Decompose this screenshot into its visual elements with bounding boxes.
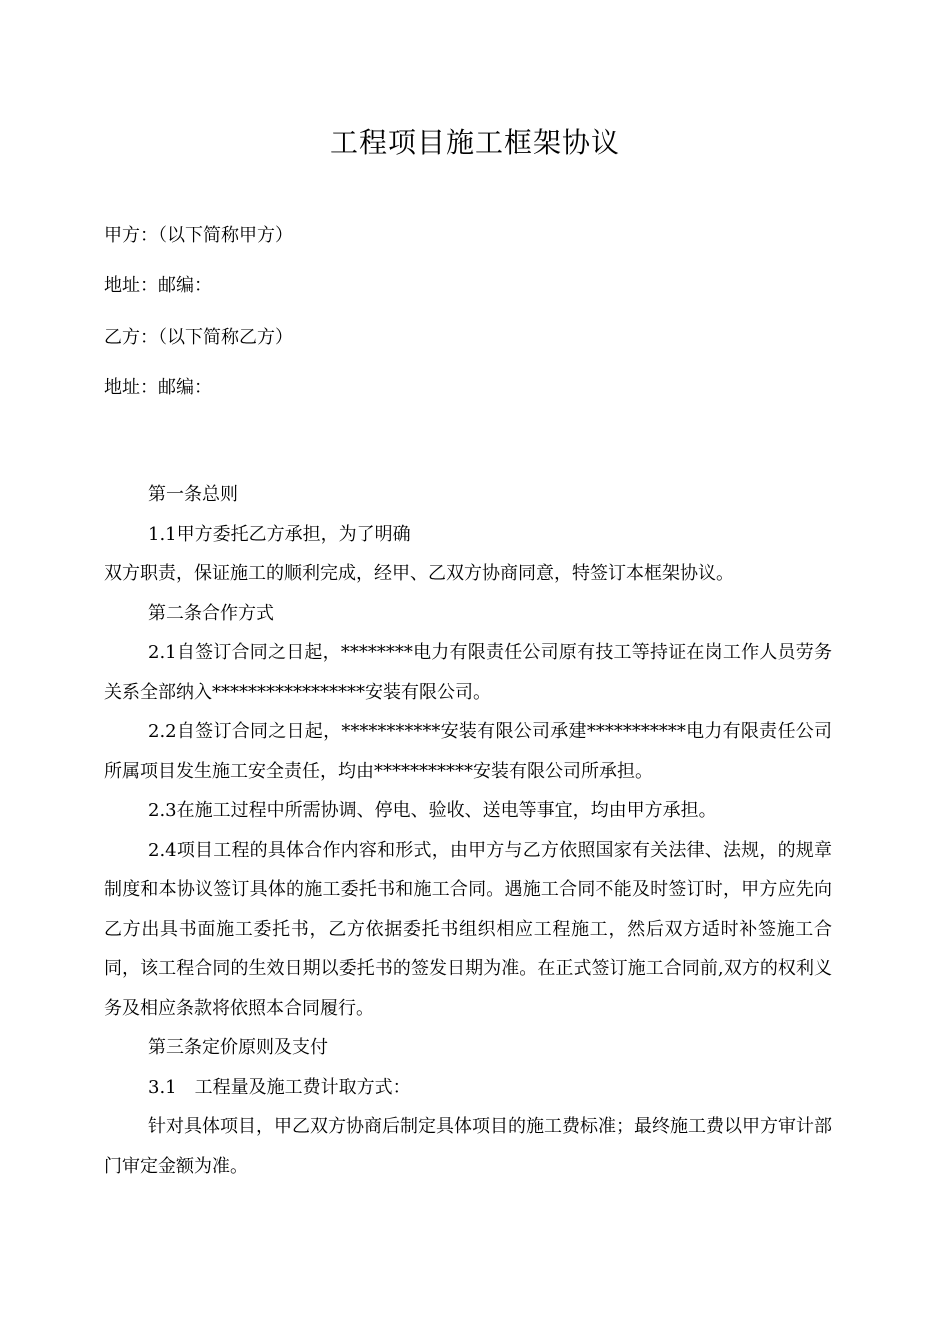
clause-2-1: 2.1自签订合同之日起，********电力有限责任公司原有技工等持证在岗工作人员劳务关系全部纳入*****************安装有限公司。 [104, 642, 832, 703]
clause-2-4: 2.4项目工程的具体合作内容和形式，由甲方与乙方依照国家有关法律、法规，的规章制度和本协议签订具体的施工委托书和施工合同。遇施工合同不能及时签订时，甲方应先向乙方出具书面施工委托书，乙方依据委托书组织相应工程施工，然后双方适时补签施工合同，该工程合同的生效日期以委托书的签发日期为准。在正式签订施工合同前,双方的权利义务及相应条款将依照本合同履行。 [104, 839, 832, 1019]
agreement-body [104, 475, 832, 1186]
section-heading-pricing: 第三条定价原则及支付 [148, 1037, 328, 1058]
party-a-address-line: 地址：邮编： [104, 275, 212, 296]
section-heading-cooperation: 第二条合作方式 [148, 602, 274, 624]
clause-1-1: 1.1甲方委托乙方承担，为了明确 [148, 523, 411, 545]
clause-2-2: 2.2自签订合同之日起，***********安装有限公司承建***********电力有限责任公司所属项目发生施工安全责任，均由***********安装有限公司所承担。 [104, 721, 832, 782]
party-b-address-line: 地址：邮编： [104, 377, 212, 398]
clause-3-1: 3.1 工程量及施工费计取方式： [148, 1076, 411, 1098]
party-b-line: 乙方：（以下简称乙方） [104, 327, 293, 348]
clause-1-1-continuation: 双方职责，保证施工的顺利完成，经甲、乙双方协商同意，特签订本框架协议。 [104, 563, 734, 584]
party-a-line: 甲方：（以下简称甲方） [104, 225, 293, 246]
clause-3-1-detail: 针对具体项目，甲乙双方协商后制定具体项目的施工费标准；最终施工费以甲方审计部门审定金额为准。 [104, 1116, 832, 1177]
section-heading-general: 第一条总则 [148, 484, 238, 505]
document-title: 工程项目施工框架协议 [329, 126, 620, 159]
clause-2-3: 2.3在施工过程中所需协调、停电、验收、送电等事宜，均由甲方承担。 [148, 800, 717, 821]
